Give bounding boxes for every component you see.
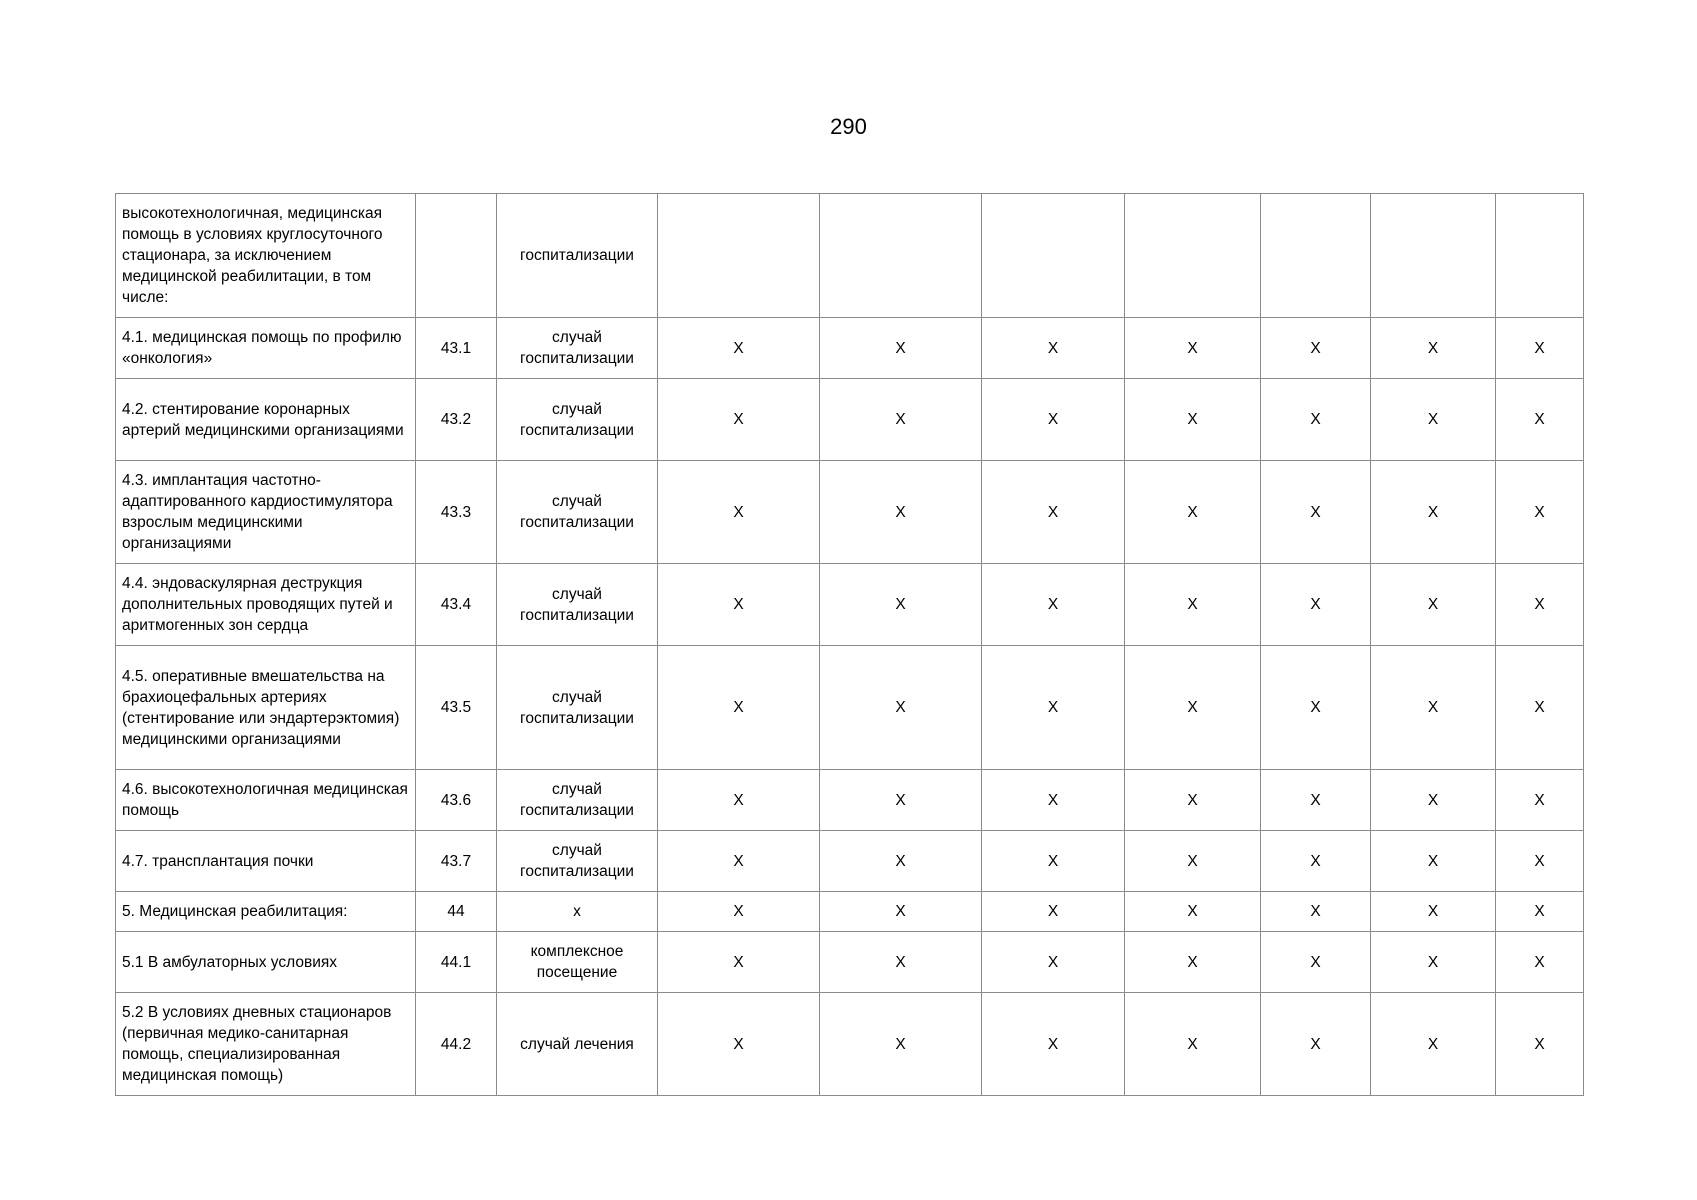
row-mark-cell: X — [820, 932, 982, 993]
row-mark-cell: X — [1496, 379, 1584, 461]
row-mark-cell: X — [982, 831, 1125, 892]
table-row — [116, 646, 1584, 770]
row-mark-cell: X — [1125, 646, 1261, 770]
row-mark-cell: X — [1371, 770, 1496, 831]
row-name-cell: 5.1 В амбулаторных условиях — [116, 932, 416, 993]
table-row — [116, 564, 1584, 646]
row-mark-cell: X — [820, 892, 982, 932]
row-unit-cell: случай госпитализации — [497, 318, 658, 379]
table-row — [116, 461, 1584, 564]
row-mark-cell: X — [1371, 564, 1496, 646]
row-mark-cell: X — [1261, 564, 1371, 646]
row-name-cell: 4.1. медицинская помощь по профилю «онкология» — [116, 318, 416, 379]
row-code-cell: 43.5 — [416, 646, 497, 770]
row-mark-cell: X — [1125, 461, 1261, 564]
row-name-cell: 4.4. эндоваскулярная деструкция дополнительных проводящих путей и аритмогенных зон сердца — [116, 564, 416, 646]
row-mark-cell: X — [1125, 932, 1261, 993]
row-unit-cell: случай госпитализации — [497, 770, 658, 831]
row-mark-cell — [658, 194, 820, 318]
row-mark-cell: X — [1261, 932, 1371, 993]
row-code-cell: 44.2 — [416, 993, 497, 1096]
row-name-cell: 5. Медицинская реабилитация: — [116, 892, 416, 932]
row-code-cell: 43.4 — [416, 564, 497, 646]
row-name-cell: 4.6. высокотехнологичная медицинская помощь — [116, 770, 416, 831]
row-code-cell: 43.2 — [416, 379, 497, 461]
table-row — [116, 770, 1584, 831]
row-mark-cell: X — [820, 564, 982, 646]
row-mark-cell: X — [658, 646, 820, 770]
row-mark-cell — [1125, 194, 1261, 318]
row-mark-cell: X — [1261, 892, 1371, 932]
row-mark-cell: X — [982, 461, 1125, 564]
row-mark-cell: X — [982, 770, 1125, 831]
row-mark-cell: X — [1261, 831, 1371, 892]
row-mark-cell: X — [820, 770, 982, 831]
row-mark-cell: X — [1125, 892, 1261, 932]
row-mark-cell: X — [1125, 564, 1261, 646]
row-mark-cell — [1261, 194, 1371, 318]
data-table — [115, 193, 1584, 1096]
row-mark-cell: X — [1496, 564, 1584, 646]
row-mark-cell: X — [1496, 318, 1584, 379]
row-mark-cell: X — [1496, 461, 1584, 564]
row-mark-cell: X — [1261, 379, 1371, 461]
row-mark-cell: X — [1496, 646, 1584, 770]
row-name-cell: 4.3. имплантация частотно-адаптированного кардиостимулятора взрослым медицинскими организациями — [116, 461, 416, 564]
row-code-cell: 44.1 — [416, 932, 497, 993]
row-mark-cell: X — [982, 646, 1125, 770]
row-mark-cell: X — [658, 831, 820, 892]
row-mark-cell: X — [1125, 379, 1261, 461]
row-mark-cell: X — [1371, 318, 1496, 379]
row-mark-cell — [820, 194, 982, 318]
row-code-cell — [416, 194, 497, 318]
row-mark-cell: X — [658, 318, 820, 379]
row-mark-cell: X — [1496, 831, 1584, 892]
table-row — [116, 379, 1584, 461]
row-code-cell: 43.6 — [416, 770, 497, 831]
row-mark-cell: X — [1371, 831, 1496, 892]
row-name-cell: 4.5. оперативные вмешательства на брахиоцефальных артериях (стентирование или эндартерэктомия) медицинскими организациями — [116, 646, 416, 770]
row-mark-cell: X — [1371, 892, 1496, 932]
row-unit-cell: комплексное посещение — [497, 932, 658, 993]
table-row — [116, 932, 1584, 993]
row-mark-cell: X — [820, 461, 982, 564]
row-mark-cell: X — [1371, 993, 1496, 1096]
row-mark-cell: X — [982, 564, 1125, 646]
row-unit-cell: случай госпитализации — [497, 564, 658, 646]
row-mark-cell: X — [1496, 993, 1584, 1096]
row-mark-cell: X — [982, 379, 1125, 461]
row-unit-cell: случай лечения — [497, 993, 658, 1096]
row-mark-cell — [1371, 194, 1496, 318]
row-mark-cell: X — [1125, 993, 1261, 1096]
row-mark-cell: X — [820, 646, 982, 770]
row-mark-cell: X — [820, 318, 982, 379]
row-mark-cell: X — [658, 892, 820, 932]
table-row — [116, 831, 1584, 892]
row-mark-cell: X — [1371, 646, 1496, 770]
row-mark-cell: X — [982, 993, 1125, 1096]
row-code-cell: 43.3 — [416, 461, 497, 564]
row-code-cell: 44 — [416, 892, 497, 932]
row-mark-cell — [1496, 194, 1584, 318]
row-mark-cell: X — [820, 993, 982, 1096]
row-mark-cell: X — [982, 932, 1125, 993]
row-mark-cell: X — [1261, 993, 1371, 1096]
row-unit-cell: случай госпитализации — [497, 646, 658, 770]
row-mark-cell: X — [1496, 892, 1584, 932]
row-mark-cell: X — [1261, 461, 1371, 564]
row-mark-cell: X — [1261, 318, 1371, 379]
row-mark-cell: X — [1496, 770, 1584, 831]
row-mark-cell: X — [658, 379, 820, 461]
row-mark-cell: X — [658, 770, 820, 831]
row-code-cell: 43.1 — [416, 318, 497, 379]
row-mark-cell — [982, 194, 1125, 318]
row-mark-cell: X — [658, 932, 820, 993]
row-mark-cell: X — [1371, 379, 1496, 461]
row-unit-cell: случай госпитализации — [497, 831, 658, 892]
table-row — [116, 993, 1584, 1096]
row-mark-cell: X — [1125, 770, 1261, 831]
row-mark-cell: X — [1125, 831, 1261, 892]
table-row — [116, 194, 1584, 318]
row-name-cell: высокотехнологичная, медицинская помощь в условиях круглосуточного стационара, за исключением медицинской реабилитации, в том числе: — [116, 194, 416, 318]
row-unit-cell: х — [497, 892, 658, 932]
row-mark-cell: X — [1496, 932, 1584, 993]
row-name-cell: 4.2. стентирование коронарных артерий медицинскими организациями — [116, 379, 416, 461]
row-mark-cell: X — [982, 892, 1125, 932]
row-mark-cell: X — [658, 564, 820, 646]
row-mark-cell: X — [1261, 770, 1371, 831]
table-row — [116, 892, 1584, 932]
row-mark-cell: X — [1261, 646, 1371, 770]
table-row — [116, 318, 1584, 379]
row-unit-cell: случай госпитализации — [497, 461, 658, 564]
page-number: 290 — [830, 114, 867, 139]
row-mark-cell: X — [982, 318, 1125, 379]
row-mark-cell: X — [820, 379, 982, 461]
row-mark-cell: X — [1125, 318, 1261, 379]
row-name-cell: 5.2 В условиях дневных стационаров (первичная медико-санитарная помощь, специализированная медицинская помощь) — [116, 993, 416, 1096]
row-mark-cell: X — [1371, 461, 1496, 564]
row-code-cell: 43.7 — [416, 831, 497, 892]
row-name-cell: 4.7. трансплантация почки — [116, 831, 416, 892]
row-mark-cell: X — [1371, 932, 1496, 993]
row-mark-cell: X — [658, 461, 820, 564]
row-unit-cell: случай госпитализации — [497, 379, 658, 461]
row-mark-cell: X — [820, 831, 982, 892]
table-body — [116, 194, 1584, 1096]
row-mark-cell: X — [658, 993, 820, 1096]
row-unit-cell: госпитализации — [497, 194, 658, 318]
